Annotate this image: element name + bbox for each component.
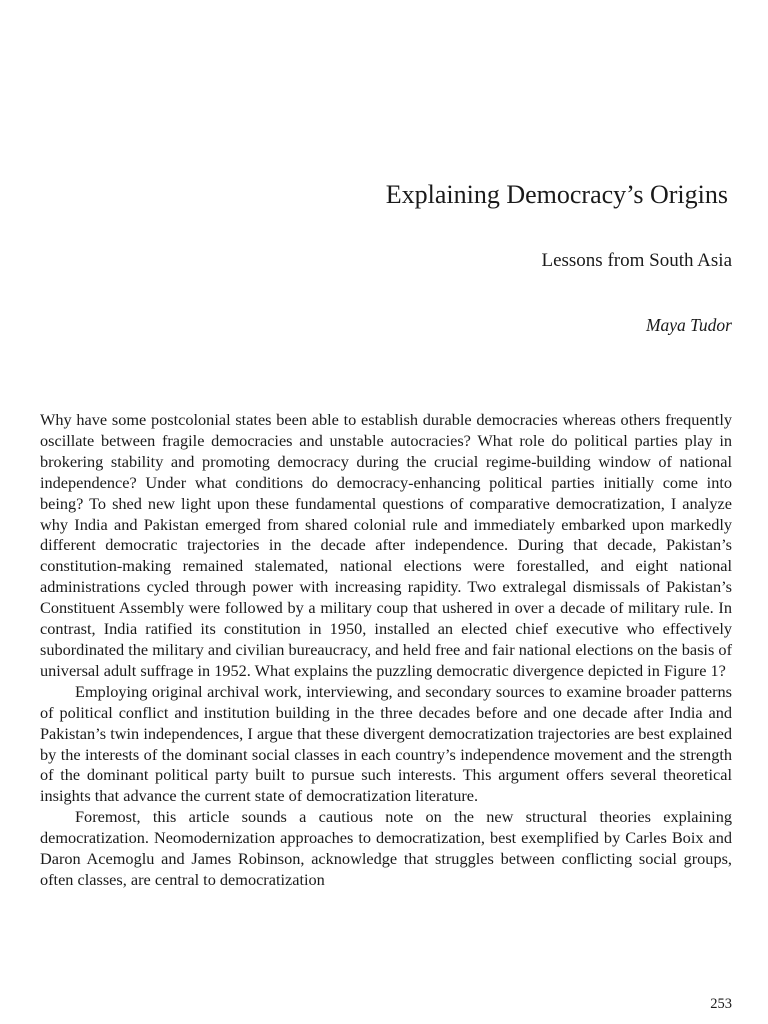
page [40, 0, 732, 1024]
article-body [40, 410, 732, 891]
article-subtitle: Lessons from South Asia [541, 250, 732, 271]
body-paragraph: Foremost, this article sounds a cautious note on the new structural theories explaining democratization. Neomodernization approaches to democratization, best exemplified by Carles Boix and Daron Acemoglu and James Robinson, acknowledge that struggles between conflicting social groups, often classes, are central to democratization [40, 807, 732, 889]
body-paragraph: Why have some postcolonial states been able to establish durable democracies whereas others frequently oscillate between fragile democracies and unstable autocracies? What role do political parties play in brokering stability and promoting democracy during the crucial regime-building window of national independence? Under what conditions do democracy-enhancing political parties initially come into being? To shed new light upon these fundamental questions of comparative democratization, I analyze why India and Pakistan emerged from shared colonial rule and immediately embarked upon markedly different democratic trajectories in the decade after independence. During that decade, Pakistan’s constitution-making remained stalemated, national elections were forestalled, and eight national administrations cycled through power with increasing rapidity. Two extralegal dismissals of Pakistan’s Constituent Assembly were followed by a military coup that ushered in over a decade of military rule. In contrast, India ratified its constitution in 1950, installed an elected chief executive who effectively subordinated the military and civilian bureaucracy, and held free and fair national elections on the basis of universal adult suffrage in 1952. What explains the puzzling democratic divergence depicted in Figure 1? [40, 410, 732, 680]
author-name: Maya Tudor [645, 315, 732, 335]
page-number: 253 [710, 996, 732, 1012]
body-paragraph: Employing original archival work, interviewing, and secondary sources to examine broader patterns of political conflict and institution building in the three decades before and one decade after India and Pakistan’s twin independences, I argue that these divergent democratization trajectories are best explained by the interests of the dominant social classes in each country’s independence movement and the strength of the dominant political party built to pursue such interests. This argument offers several theoretical insights that advance the current state of democratization literature. [40, 681, 732, 806]
article-title: Explaining Democracy’s Origins [385, 180, 728, 209]
